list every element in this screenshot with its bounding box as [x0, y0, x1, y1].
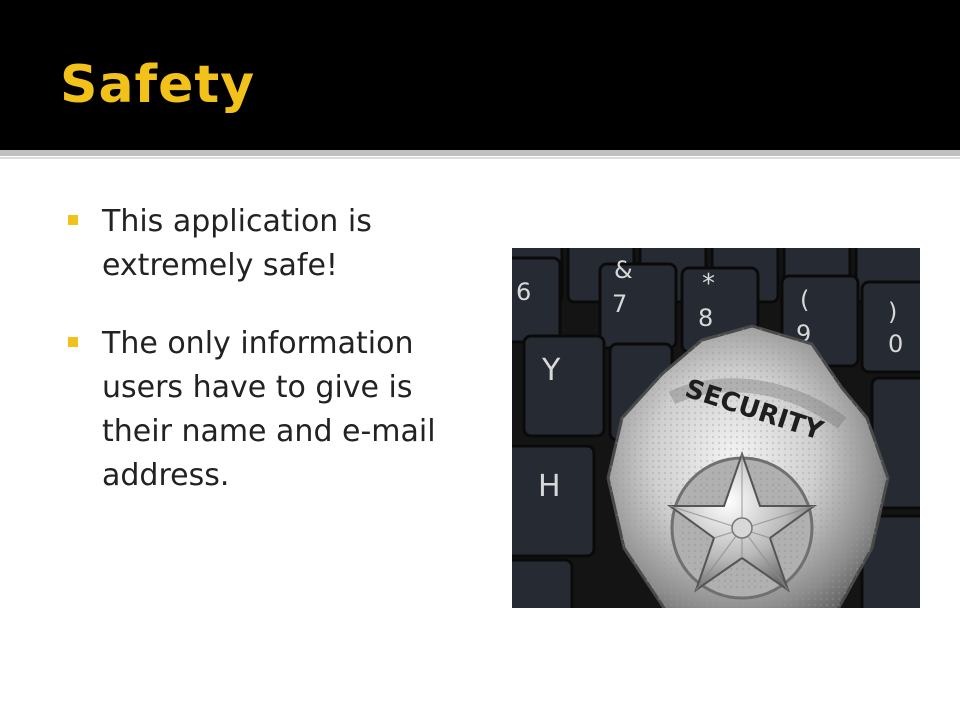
slide-title: Safety	[60, 55, 256, 115]
bullet-item	[68, 322, 448, 498]
security-badge-illustration	[512, 248, 920, 608]
bullet-text: The only information users have to give is their name and e-mail address.	[102, 326, 436, 493]
svg-text:(: (	[800, 286, 810, 314]
svg-text:Y: Y	[542, 353, 561, 388]
badge-label: SECURITY	[681, 373, 827, 447]
bullet-square-icon	[68, 215, 78, 225]
svg-text:): )	[888, 298, 898, 326]
svg-text:H: H	[538, 469, 561, 504]
svg-text:6: 6	[516, 278, 532, 306]
svg-text:*: *	[702, 269, 715, 299]
security-badge-photo	[512, 248, 920, 608]
svg-text:0: 0	[888, 330, 904, 358]
title-divider	[0, 150, 960, 156]
svg-text:7: 7	[612, 290, 628, 318]
title-divider-secondary	[0, 157, 960, 159]
bullet-list	[68, 200, 448, 532]
bullet-square-icon	[68, 337, 78, 347]
svg-text:&: &	[614, 256, 633, 284]
svg-text:8: 8	[698, 304, 714, 332]
svg-text:9: 9	[796, 320, 812, 348]
bullet-item	[68, 200, 448, 288]
bullet-text: This application is extremely safe!	[102, 204, 372, 283]
